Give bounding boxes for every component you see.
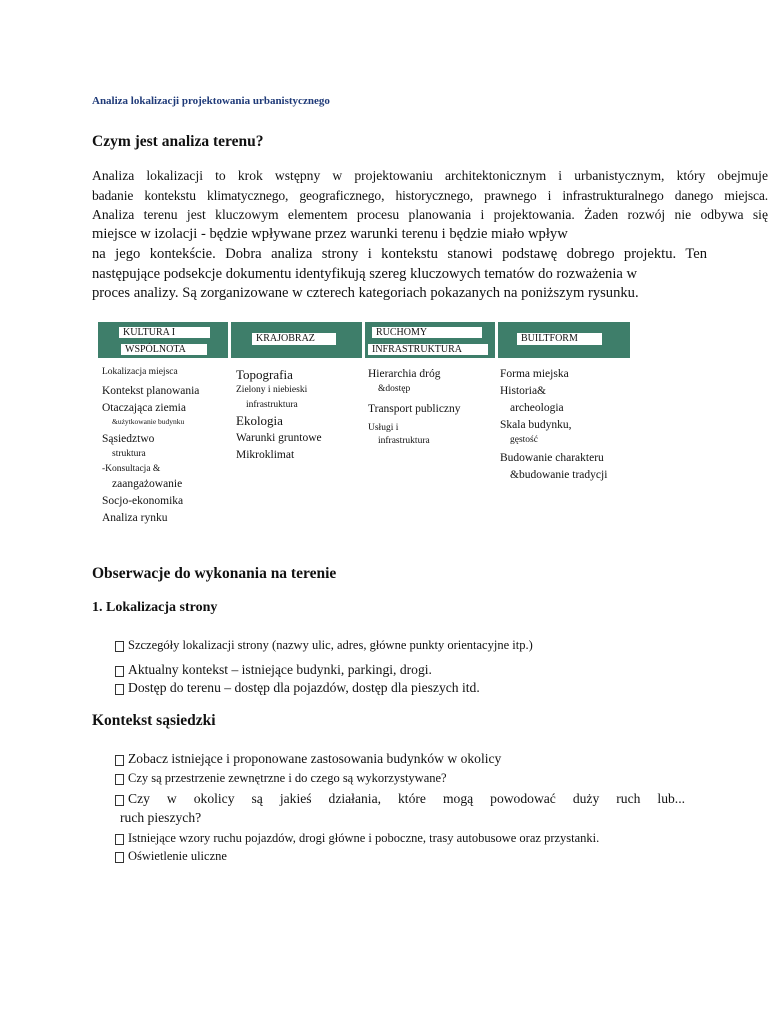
list-item: &użytkowanie budynku	[112, 417, 185, 426]
site-location-list	[115, 636, 695, 698]
list-item	[115, 750, 685, 769]
list-item: struktura	[112, 449, 146, 459]
list-item: Ekologia	[236, 413, 283, 428]
list-item: Budowanie charakteru	[500, 452, 604, 464]
category-header-landscape	[231, 322, 362, 358]
category-label: KRAJOBRAZ	[251, 332, 337, 346]
category-label: WSPÓLNOTA	[120, 343, 208, 356]
category-label: KULTURA I	[118, 326, 211, 339]
list-item	[115, 661, 695, 680]
list-item: Skala budynku,	[500, 419, 572, 431]
list-item	[115, 636, 695, 655]
list-item-text: Aktualny kontekst – istniejące budynki, parkingi, drogi.	[128, 661, 432, 677]
section-heading-site-analysis: Czym jest analiza terenu?	[92, 133, 264, 150]
list-item: Forma miejska	[500, 368, 569, 380]
list-item	[115, 769, 685, 788]
list-item: Socjo-ekonomika	[102, 495, 184, 507]
list-item: Hierarchia dróg	[368, 368, 441, 380]
list-item: -Konsultacja &	[102, 464, 161, 474]
checkbox-icon	[115, 641, 124, 652]
builtform-items	[500, 366, 607, 484]
list-item: Transport publiczny	[368, 403, 461, 415]
culture-items	[102, 366, 199, 527]
list-item-text: Szczegóły lokalizacji strony (nazwy ulic, adres, główne punkty orientacyjne itp.)	[128, 638, 533, 652]
list-item: gęstość	[510, 435, 538, 445]
list-item	[115, 829, 685, 848]
list-item-text: Czy w okolicy są jakieś działania, które mogą powodować duży ruch lub...	[128, 791, 685, 806]
list-item: Lokalizacja miejsca	[102, 367, 178, 377]
section-heading-neighbourhood: Kontekst sąsiedzki	[92, 712, 216, 729]
list-item: archeologia	[510, 402, 564, 414]
list-item: &budowanie tradycji	[510, 469, 608, 481]
paragraph-line: następujące podsekcje dokumentu identyfikują szereg kluczowych tematów do rozważenia w	[92, 265, 638, 282]
list-item: Usługi i	[368, 423, 399, 433]
paragraph-line: badanie kontekstu klimatycznego, geograficznego, historycznego, prawnego i infrastrukturalnego danego miejsca.	[92, 187, 768, 203]
document-title: Analiza lokalizacji projektowania urbanistycznego	[92, 95, 330, 107]
paragraph-line: proces analizy. Są zorganizowane w czterech kategoriach pokazanych na poniższym rysunku.	[92, 285, 639, 302]
list-item: infrastruktura	[378, 436, 430, 446]
checkbox-icon	[115, 755, 124, 766]
paragraph-line: miejsce w izolacji - będzie wpływane przez warunki terenu i będzie miało wpływ	[92, 226, 568, 243]
list-item: Historia&	[500, 385, 546, 397]
list-item-text: Czy są przestrzenie zewnętrzne i do czego są wykorzystywane?	[128, 770, 447, 785]
list-item	[115, 847, 685, 866]
list-item: Zielony i niebieski	[236, 385, 308, 395]
checkbox-icon	[115, 774, 124, 785]
landscape-items	[236, 366, 322, 464]
list-item: Warunki gruntowe	[236, 432, 322, 444]
checkbox-icon	[115, 795, 124, 806]
list-item-continuation: ruch pieszych?	[120, 809, 202, 825]
paragraph-line: Analiza lokalizacji to krok wstępny w projektowaniu architektonicznym i urbanistycznym, który obejmuje	[92, 168, 768, 183]
checkbox-icon	[115, 684, 124, 695]
subheading-site-location: 1. Lokalizacja strony	[92, 600, 218, 615]
checkbox-icon	[115, 834, 124, 845]
category-header-culture	[98, 322, 228, 358]
list-item: Mikroklimat	[236, 449, 295, 461]
list-item-text: Oświetlenie uliczne	[128, 849, 227, 863]
paragraph-line: na jego kontekście. Dobra analiza strony i kontekstu stanowi podstawę dobrego projektu. Ten	[92, 245, 707, 262]
movement-items	[368, 366, 461, 448]
category-diagram	[98, 322, 630, 542]
paragraph-line: Analiza terenu jest kluczowym elementem procesu planowania i projektowania. Żaden rozwój nie odbywa się	[92, 207, 768, 223]
category-header-builtform	[498, 322, 630, 358]
list-item: Topografia	[236, 367, 293, 382]
list-item: zaangażowanie	[112, 478, 183, 490]
list-item	[115, 679, 695, 698]
category-header-movement	[365, 322, 495, 358]
intro-paragraph	[92, 166, 768, 304]
category-label: BUILTFORM	[516, 332, 603, 346]
list-item: Kontekst planowania	[102, 385, 200, 397]
category-label: RUCHOMY	[371, 326, 483, 339]
checkbox-icon	[115, 666, 124, 677]
list-item: Analiza rynku	[102, 512, 168, 524]
list-item: &dostęp	[378, 384, 411, 394]
list-item: infrastruktura	[246, 400, 298, 410]
list-item-text: Zobacz istniejące i proponowane zastosowania budynków w okolicy	[128, 751, 502, 766]
list-item: Otaczająca ziemia	[102, 402, 186, 414]
neighbourhood-list	[115, 750, 685, 866]
list-item-text: Dostęp do terenu – dostęp dla pojazdów, dostęp dla pieszych itd.	[128, 680, 480, 695]
list-item: Sąsiedztwo	[102, 433, 155, 445]
list-item	[115, 790, 685, 809]
category-label: INFRASTRUKTURA	[367, 343, 489, 356]
list-item-text: Istniejące wzory ruchu pojazdów, drogi główne i poboczne, trasy autobusowe oraz przystanki.	[128, 830, 600, 845]
section-heading-observations: Obserwacje do wykonania na terenie	[92, 565, 337, 582]
checkbox-icon	[115, 852, 124, 863]
